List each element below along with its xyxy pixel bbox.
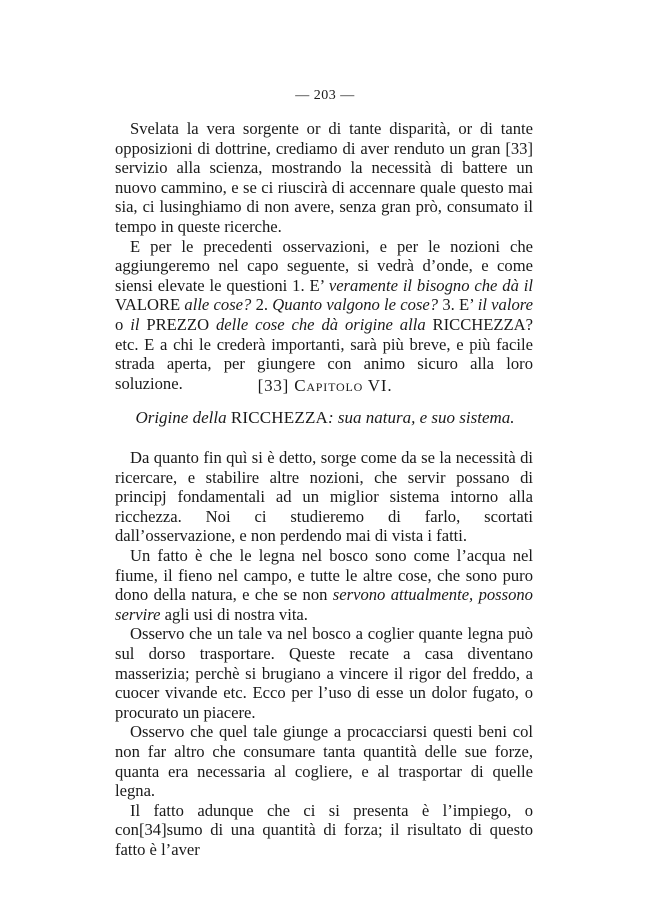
italic-text: delle cose che dà origine alla: [215, 314, 426, 334]
italic-text: alle cose?: [184, 295, 252, 315]
subtitle-part-1: Origine della: [135, 408, 227, 427]
chapter-label: Capitolo VI.: [294, 376, 393, 395]
paragraph: [115, 119, 533, 237]
chapter-marker: [33]: [257, 376, 290, 395]
text-run: Osservo che quel tale giunge a procacciarsi questi beni col non far altro che consumare tanta quantità delle sue forze, quanta era necessaria al cogliere, e al trasportar di quelle legna.: [115, 722, 533, 801]
text-run: 3. E’: [438, 295, 478, 315]
text-run: 2.: [251, 295, 273, 315]
paragraph: [115, 237, 533, 394]
paragraph: [115, 722, 533, 800]
paragraph: [115, 448, 533, 546]
text-run: o: [115, 314, 131, 334]
paragraph: [115, 801, 533, 860]
paragraph: [115, 546, 533, 624]
text-run: Da quanto fin quì si è detto, sorge come da se la necessità di ricercare, e stabilire altre nozioni, che servir possano di principj fondamentali ad un miglior sistema intorno alla ricchezza. Noi ci studieremo di farlo, scortati dall’osservazione, e non perdendo mai di vista i fatti.: [115, 448, 533, 546]
text-run: VALORE: [115, 295, 185, 315]
text-run: E per le precedenti osservazioni, e per le nozioni che aggiungeremo nel capo seguente, si vedrà d’onde, e come siensi elevate le questioni 1. E’: [115, 236, 533, 295]
italic-text: Quanto valgono le cose?: [272, 295, 439, 315]
text-block-bottom: [115, 448, 533, 859]
italic-text: il valore: [477, 295, 533, 315]
chapter-subtitle: [0, 408, 650, 428]
subtitle-part-2: : sua natura, e suo sistema.: [328, 408, 515, 427]
text-run: Il fatto adunque che ci si presenta è l’impiego, o con[34]sumo di una quantità di forza; il risultato di questo fatto è l’aver: [115, 800, 533, 859]
italic-text: veramente il bisogno che dà il: [328, 275, 534, 295]
text-run: Svelata la vera sorgente or di tante disparità, or di tante opposizioni di dottrine, crediamo di aver renduto un gran [33] servizio alla scienza, mostrando la necessità di battere un nuovo cammino, e se ci riuscirà di accennare quale questo mai sia, ci lusinghiamo di non avere, senza gran prò, consumato il tempo in queste ricerche.: [115, 119, 533, 236]
subtitle-caps: RICCHEZZA: [230, 408, 329, 427]
text-run: Un fatto è che le legna nel bosco sono come l’acqua nel fiume, il fieno nel campo, e tutte le altre cose, che sono puro dono della natura, e che se non: [115, 545, 533, 605]
paragraph: [115, 624, 533, 722]
italic-text: servono attualmente, possono servire: [115, 585, 533, 624]
text-run: agli usi di nostra vita.: [160, 604, 308, 624]
text-block-top: [115, 119, 533, 393]
text-run: PREZZO: [139, 314, 216, 334]
page-number: — 203 —: [295, 88, 355, 103]
text-run: Osservo che un tale va nel bosco a coglier quante legna può sul dorso trasportare. Queste recate a casa diventano masserizia; perchè si brugiano a vincere il rigor del freddo, a cuocer vivande etc. Ecco per l’uso di esse un dolor fugato, o procurato un piacere.: [115, 624, 533, 722]
chapter-heading: [0, 376, 650, 396]
text-run: RICCHEZZA? etc. E a chi le crederà importanti, sarà più breve, e più facile strada aperta, per giungere con animo sicuro alla loro soluzione.: [115, 314, 534, 393]
italic-text: il: [130, 314, 140, 334]
